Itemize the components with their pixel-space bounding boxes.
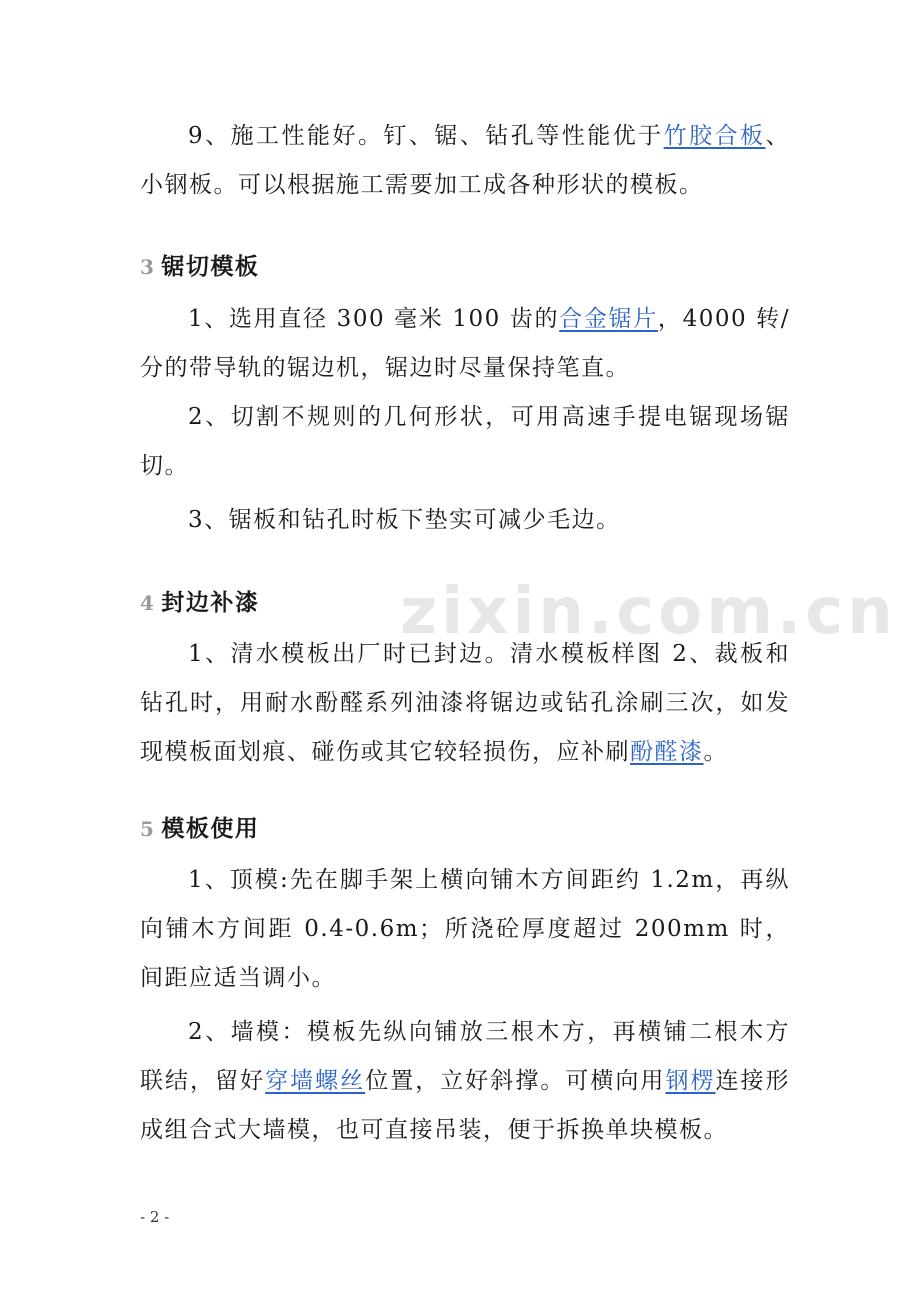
section4-paragraph-1 [140,630,790,777]
link-phenolic-paint[interactable]: 酚醛漆 [630,739,704,765]
section-heading-4 [140,588,259,618]
watermark: zixin.com.cn [400,575,897,649]
section5-paragraph-1: 1、顶模:先在脚手架上横向铺木方间距约 1.2m，再纵向铺木方间距 0.4-0.6m；所浇砼厚度超过 200mm 时，间距应适当调小。 [140,867,790,991]
page-number: - 2 - [140,1208,170,1226]
paragraph-text: 位置，立好斜撑。可横向用 [365,1068,666,1094]
paragraph-9 [140,112,790,210]
section-heading-5 [140,814,259,844]
link-wall-bolt[interactable]: 穿墙螺丝 [265,1068,366,1094]
heading-number: 3 [140,255,156,279]
paragraph-text: ，4000 转/分的带导轨的锯边机，锯边时尽量保持笔直。 [140,306,791,381]
heading-number: 5 [140,817,156,841]
link-bamboo-plywood[interactable]: 竹胶合板 [663,123,766,149]
paragraph-text: 1、选用直径 300 毫米 100 齿的 [188,306,560,332]
section3-paragraph-3: 3、锯板和钻孔时板下垫实可减少毛边。 [188,507,621,533]
section5-paragraph-2 [140,1008,790,1155]
heading-number: 4 [140,591,156,615]
paragraph-text: 、小钢板。可以根据施工需要加工成各种形状的模板。 [140,123,790,198]
paragraph-text: 1、清水模板出厂时已封边。清水模板样图 2、裁板和钻孔时，用耐水酚醛系列油漆将锯边或钻孔涂刷三次，如发现模板面划痕、碰伤或其它较轻损伤，应补刷 [140,641,790,765]
heading-text: 封边补漆 [161,589,260,616]
heading-text: 锯切模板 [161,253,260,280]
section-heading-3 [140,252,259,282]
link-steel-purlin[interactable]: 钢楞 [665,1068,716,1094]
paragraph-text: 连接形成组合式大墙模，也可直接吊装，便于拆换单块模板。 [140,1068,791,1143]
paragraph-text: 9、施工性能好。钉、锯、钻孔等性能优于 [188,123,664,149]
link-alloy-saw-blade[interactable]: 合金锯片 [559,306,658,332]
paragraph-text: 2、墙模：模板先纵向铺放三根木方，再横铺二根木方联结，留好 [140,1019,790,1094]
paragraph-text: 。 [703,739,728,765]
section3-paragraph-2: 2、切割不规则的几何形状，可用高速手提电锯现场锯切。 [140,404,790,479]
heading-text: 模板使用 [161,815,260,842]
section3-paragraph-1 [140,295,790,393]
